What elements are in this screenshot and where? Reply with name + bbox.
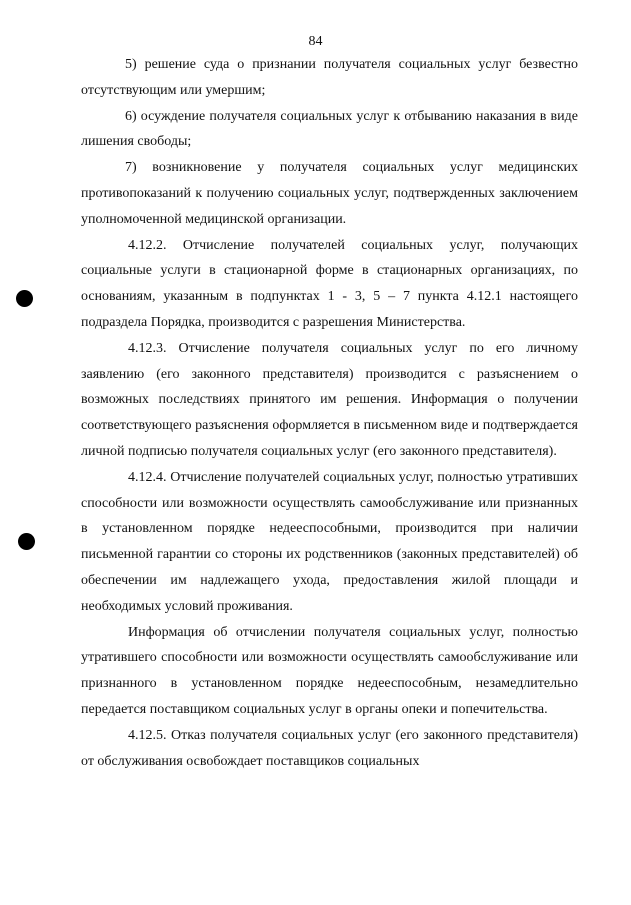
paragraph-4-12-5: 4.12.5. Отказ получателя социальных услуг (его законного представителя) от обслуживания освобождает поставщиков социальных <box>81 727 578 769</box>
paragraph-4-12-4: 4.12.4. Отчисление получателей социальных услуг, полностью утративших способности или возможности осуществлять самообслуживание или признанных в установленном порядке недееспособными, производится при наличии письменной гарантии со стороны их родственников (законных представителей) об обеспечении им надлежащего ухода, предоставления жилой площади и необходимых условий проживания. <box>81 469 578 614</box>
binding-hole-mark <box>16 290 33 307</box>
paragraph-4-12-2: 4.12.2. Отчисление получателей социальных услуг, получающих социальные услуги в стационарной форме в стационарных организациях, по основаниям, указанным в подпунктах 1 - 3, 5 – 7 пункта 4.12.1 настоящего подраздела Порядка, производится с разрешения Министерства. <box>81 237 578 330</box>
paragraph-item-6: 6) осуждение получателя социальных услуг к отбыванию наказания в виде лишения свободы; <box>81 108 578 150</box>
binding-hole-mark <box>18 533 35 550</box>
page-number: 84 <box>308 34 323 49</box>
paragraph-item-5: 5) решение суда о признании получателя социальных услуг безвестно отсутствующим или умершим; <box>81 57 578 98</box>
paragraph-4-12-3: 4.12.3. Отчисление получателя социальных услуг по его личному заявлению (его законного представителя) производится с разъяснением о возможных последствиях принятого им решения. Информация о получении соответствующего разъяснения оформляется в письменном виде и подтверждается личной подписью получателя социальных услуг (его законного представителя). <box>81 340 578 459</box>
paragraph-information: Информация об отчислении получателя социальных услуг, полностью утратившего способности или возможности осуществлять самообслуживание или признанного в установленном порядке недееспособным, незамедлительно передается поставщиком социальных услуг в органы опеки и попечительства. <box>81 624 578 717</box>
paragraph-item-7: 7) возникновение у получателя социальных услуг медицинских противопоказаний к получению социальных услуг, подтвержденных заключением уполномоченной медицинской организации. <box>81 160 578 227</box>
document-body <box>81 52 578 774</box>
